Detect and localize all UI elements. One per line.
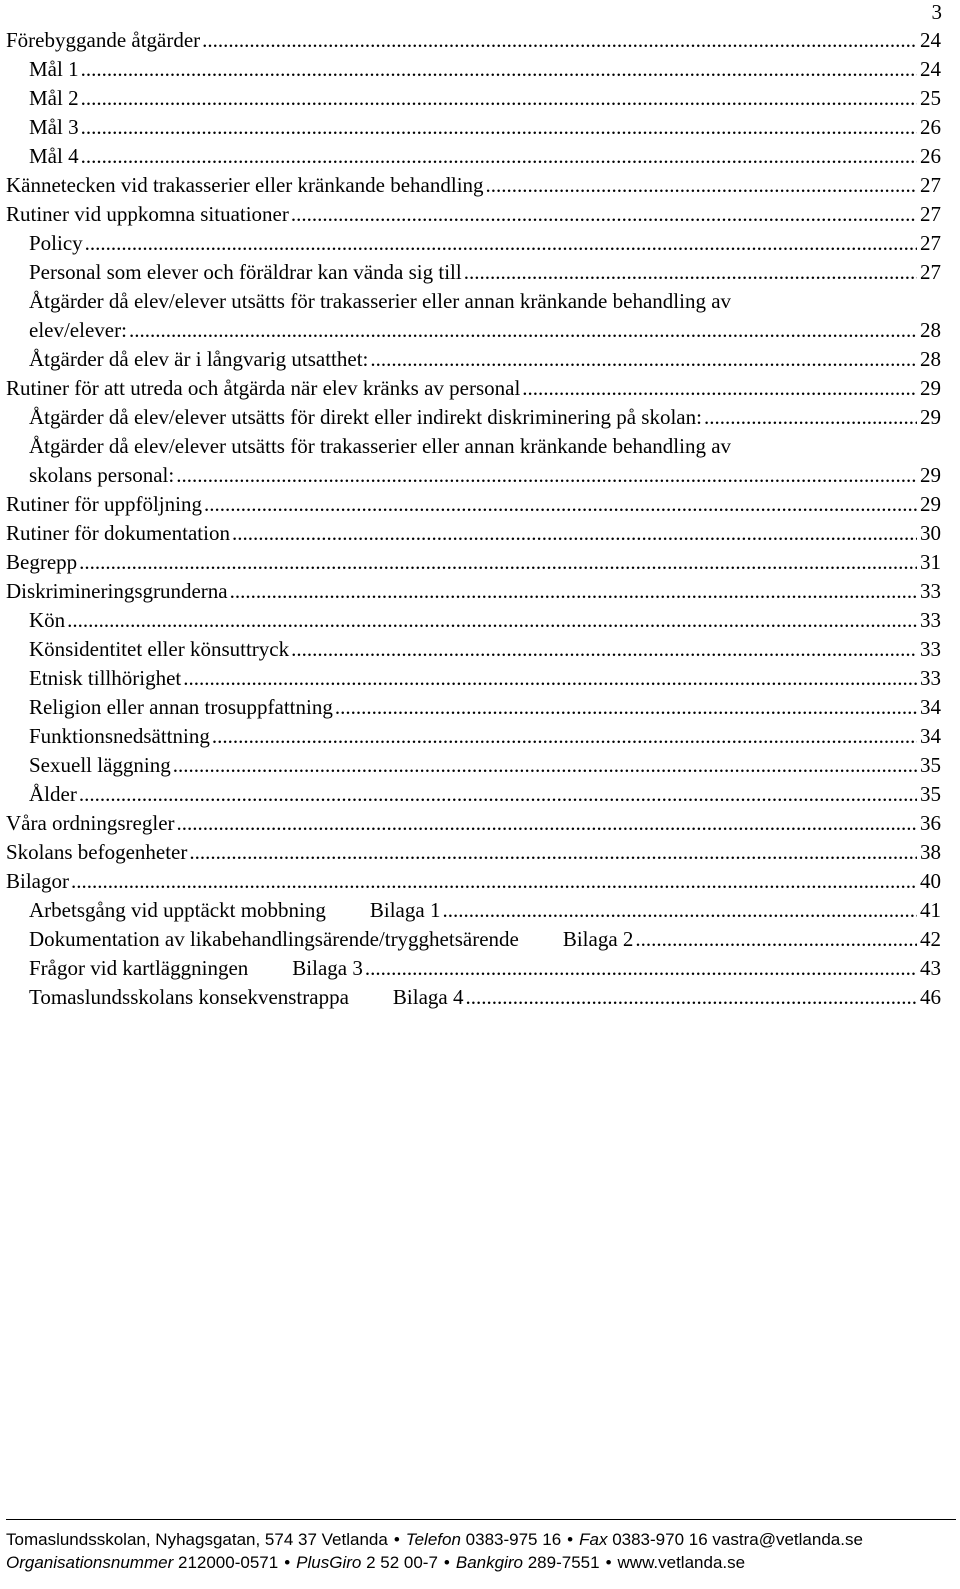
toc-entry-title — [6, 519, 230, 548]
toc-entry[interactable] — [6, 925, 941, 954]
toc-entry-text: Förebyggande åtgärder — [6, 28, 201, 52]
toc-entry-page: 34 — [920, 695, 941, 719]
footer-organization: Tomaslundsskolan, Nyhagsgatan, 574 37 Vetlanda — [6, 1530, 388, 1549]
toc-dot-leader — [81, 55, 917, 84]
toc-entry-text: Tomaslundsskolans konsekvenstrappa — [29, 985, 349, 1009]
toc-entry[interactable] — [6, 519, 941, 548]
toc-entry-page: 27 — [920, 231, 941, 255]
toc-entry-page: 24 — [920, 57, 941, 81]
toc-entry[interactable] — [6, 316, 941, 345]
toc-entry-page: 27 — [920, 202, 941, 226]
toc-entry-page: 42 — [920, 927, 941, 951]
toc-entry[interactable] — [6, 461, 941, 490]
toc-dot-leader — [465, 983, 917, 1012]
footer-orgnr: 212000-0571 — [177, 1553, 279, 1572]
toc-entry-title — [29, 896, 440, 925]
toc-entry[interactable] — [6, 838, 941, 867]
toc-entry-text: Religion eller annan trosuppfattning — [29, 695, 333, 719]
toc-dot-leader — [173, 751, 917, 780]
toc-entry-title — [6, 490, 202, 519]
page-number: 3 — [931, 0, 942, 24]
toc-entry-title — [29, 693, 333, 722]
toc-dot-leader — [189, 838, 917, 867]
toc-entry-text: Åtgärder då elev är i långvarig utsatthet: — [29, 347, 369, 371]
toc-dot-leader — [129, 316, 917, 345]
toc-entry-page: 29 — [920, 492, 941, 516]
footer-fax-label: Fax — [579, 1530, 608, 1549]
toc-entry[interactable] — [6, 664, 941, 693]
toc-dot-leader — [81, 84, 917, 113]
toc-entry[interactable] — [6, 751, 941, 780]
toc-entry[interactable] — [6, 577, 941, 606]
footer-bullet: • — [393, 1530, 400, 1549]
toc-entry-title: Åtgärder då elev/elever utsätts för trakasserier eller annan kränkande behandling av — [29, 434, 732, 458]
toc-entry[interactable] — [6, 867, 941, 896]
toc-entry-page: 28 — [920, 347, 941, 371]
toc-entry-page: 31 — [920, 550, 941, 574]
toc-dot-leader — [365, 954, 917, 983]
toc-entry-text: Mål 3 — [29, 115, 79, 139]
toc-dot-leader — [204, 490, 917, 519]
toc-entry[interactable] — [6, 896, 941, 925]
toc-entry-page: 30 — [920, 521, 941, 545]
toc-entry-title — [29, 258, 462, 287]
toc-entry-title — [29, 229, 83, 258]
toc-entry-page: 33 — [920, 666, 941, 690]
footer-bankgiro: 289-7551 — [527, 1553, 600, 1572]
toc-entry-page: 29 — [920, 405, 941, 429]
toc-dot-leader — [232, 519, 917, 548]
toc-entry-text: Könsidentitet eller könsuttryck — [29, 637, 290, 661]
toc-entry-text: Åtgärder då elev/elever utsätts för direkt eller indirekt diskriminering på skolan: — [29, 405, 702, 429]
toc-entry[interactable] — [6, 200, 941, 229]
toc-entry-text: Rutiner vid uppkomna situationer — [6, 202, 289, 226]
toc-entry[interactable] — [6, 722, 941, 751]
toc-entry-title — [29, 55, 79, 84]
toc-entry[interactable] — [6, 635, 941, 664]
toc-entry-page: 28 — [920, 318, 941, 342]
toc-entry[interactable] — [6, 55, 941, 84]
footer-bullet: • — [605, 1553, 612, 1572]
toc-entry-text: Kännetecken vid trakasserier eller kränkande behandling — [6, 173, 484, 197]
toc-entry-page: 38 — [920, 840, 941, 864]
toc-entry-title — [6, 171, 484, 200]
footer-orgnr-label: Organisationsnummer — [6, 1553, 174, 1572]
footer-fax: 0383-970 16 — [612, 1530, 708, 1549]
toc-entry-title — [29, 345, 368, 374]
toc-entry-text: Våra ordningsregler — [6, 811, 175, 835]
toc-dot-leader — [202, 26, 917, 55]
footer-plusgiro-label: PlusGiro — [296, 1553, 362, 1572]
toc-entry-page: 33 — [920, 579, 941, 603]
toc-entry-page: 40 — [920, 869, 941, 893]
toc-dot-leader — [212, 722, 917, 751]
toc-dot-leader — [71, 867, 917, 896]
footer-bullet: • — [284, 1553, 291, 1572]
toc-entry-page: 35 — [920, 753, 941, 777]
toc-entry-title — [29, 461, 174, 490]
toc-entry-page: 41 — [920, 898, 941, 922]
toc-dot-leader — [183, 664, 917, 693]
toc-entry-text: Mål 1 — [29, 57, 79, 81]
footer-plusgiro: 2 52 00-7 — [366, 1553, 438, 1572]
toc-entry-attachment-label: Bilaga 1 — [369, 898, 441, 922]
table-of-contents — [6, 26, 941, 1012]
toc-entry-text: Kön — [29, 608, 66, 632]
toc-entry-text: Bilagor — [6, 869, 69, 893]
toc-dot-leader — [230, 577, 917, 606]
footer-bullet: • — [567, 1530, 574, 1549]
toc-entry-text: Arbetsgång vid upptäckt mobbning — [29, 898, 326, 922]
toc-entry-page: 27 — [920, 173, 941, 197]
toc-entry-text: Frågor vid kartläggningen — [29, 956, 249, 980]
toc-entry[interactable] — [6, 693, 941, 722]
toc-dot-leader — [176, 461, 917, 490]
toc-dot-leader — [486, 171, 917, 200]
toc-dot-leader — [370, 345, 917, 374]
toc-entry-text: Rutiner för uppföljning — [6, 492, 202, 516]
footer-registry-line — [6, 1551, 956, 1574]
toc-entry-title — [29, 142, 79, 171]
toc-entry-title — [29, 722, 210, 751]
toc-dot-leader — [635, 925, 917, 954]
toc-entry-text: Skolans befogenheter — [6, 840, 188, 864]
toc-entry-title — [6, 374, 520, 403]
toc-dot-leader — [464, 258, 917, 287]
toc-entry-page: 36 — [920, 811, 941, 835]
toc-dot-leader — [704, 403, 917, 432]
footer-website: www.vetlanda.se — [617, 1553, 746, 1572]
toc-entry-text: skolans personal: — [29, 463, 175, 487]
toc-entry-text: Funktionsnedsättning — [29, 724, 210, 748]
toc-entry-title — [6, 809, 175, 838]
toc-entry-text: Rutiner för dokumentation — [6, 521, 230, 545]
toc-entry-text: Policy — [29, 231, 83, 255]
toc-entry-attachment-label: Bilaga 4 — [392, 985, 464, 1009]
toc-entry-attachment-label: Bilaga 2 — [562, 927, 634, 951]
toc-entry-title — [29, 635, 289, 664]
toc-entry-title — [29, 780, 77, 809]
toc-dot-leader — [335, 693, 917, 722]
toc-entry[interactable] — [6, 954, 941, 983]
toc-entry-page: 29 — [920, 376, 941, 400]
toc-entry[interactable] — [6, 606, 941, 635]
toc-entry-title — [29, 316, 127, 345]
toc-entry-text: Begrepp — [6, 550, 78, 574]
toc-entry-text: elev/elever: — [29, 318, 127, 342]
toc-entry[interactable] — [6, 113, 941, 142]
toc-entry-title — [6, 26, 200, 55]
footer-phone: 0383-975 16 — [465, 1530, 562, 1549]
toc-entry-text: Diskrimineringsgrunderna — [6, 579, 228, 603]
footer-bullet: • — [443, 1553, 450, 1572]
toc-entry[interactable] — [6, 258, 941, 287]
toc-entry[interactable] — [6, 403, 941, 432]
toc-dot-leader — [442, 896, 917, 925]
toc-entry[interactable] — [6, 780, 941, 809]
toc-entry[interactable] — [6, 548, 941, 577]
toc-entry-text: Ålder — [29, 782, 77, 806]
toc-entry[interactable] — [6, 490, 941, 519]
toc-entry-page: 26 — [920, 115, 941, 139]
toc-entry-title — [6, 548, 77, 577]
toc-entry-text: Dokumentation av likabehandlingsärende/trygghetsärende — [29, 927, 519, 951]
toc-entry-page: 35 — [920, 782, 941, 806]
footer-contact-line — [6, 1528, 956, 1551]
toc-entry-page: 27 — [920, 260, 941, 284]
toc-dot-leader — [85, 229, 917, 258]
footer-bankgiro-label: Bankgiro — [455, 1553, 523, 1572]
toc-entry-page: 33 — [920, 637, 941, 661]
toc-entry[interactable] — [6, 26, 941, 55]
toc-entry-title — [6, 838, 187, 867]
toc-dot-leader — [79, 548, 917, 577]
toc-dot-leader — [79, 780, 917, 809]
toc-dot-leader — [291, 635, 917, 664]
toc-entry-page: 46 — [920, 985, 941, 1009]
toc-entry-text: Etnisk tillhörighet — [29, 666, 182, 690]
footer-divider — [6, 1519, 956, 1520]
toc-entry-page: 25 — [920, 86, 941, 110]
toc-entry-title — [29, 983, 463, 1012]
toc-dot-leader — [177, 809, 917, 838]
toc-entry[interactable] — [6, 345, 941, 374]
toc-entry-text: Mål 4 — [29, 144, 79, 168]
toc-entry-title — [29, 664, 181, 693]
toc-entry-line — [6, 432, 941, 461]
toc-entry[interactable] — [6, 171, 941, 200]
toc-entry-title — [29, 751, 171, 780]
toc-entry-text: Personal som elever och föräldrar kan vända sig till — [29, 260, 462, 284]
toc-entry-title — [6, 577, 228, 606]
toc-entry-text: Mål 2 — [29, 86, 79, 110]
toc-entry[interactable] — [6, 229, 941, 258]
toc-entry[interactable] — [6, 374, 941, 403]
toc-entry[interactable] — [6, 983, 941, 1012]
toc-entry-title — [29, 84, 79, 113]
toc-entry-title — [29, 606, 65, 635]
page-footer — [6, 1519, 956, 1574]
toc-entry[interactable] — [6, 809, 941, 838]
toc-dot-leader — [81, 113, 917, 142]
toc-entry-title — [29, 954, 363, 983]
toc-entry-page: 29 — [920, 463, 941, 487]
toc-entry-title — [6, 200, 289, 229]
toc-dot-leader — [81, 142, 917, 171]
toc-entry-page: 43 — [920, 956, 941, 980]
toc-dot-leader — [522, 374, 917, 403]
toc-entry-line — [6, 287, 941, 316]
toc-entry-title — [29, 403, 702, 432]
footer-email: vastra@vetlanda.se — [712, 1530, 863, 1549]
toc-entry-title — [29, 113, 79, 142]
toc-entry-title — [6, 867, 69, 896]
toc-dot-leader — [291, 200, 917, 229]
toc-dot-leader — [67, 606, 917, 635]
toc-entry-page: 26 — [920, 144, 941, 168]
toc-entry-page: 33 — [920, 608, 941, 632]
toc-entry[interactable] — [6, 142, 941, 171]
toc-entry-title — [29, 925, 633, 954]
footer-phone-label: Telefon — [405, 1530, 461, 1549]
toc-entry-text: Sexuell läggning — [29, 753, 171, 777]
toc-entry-page: 24 — [920, 28, 941, 52]
toc-entry[interactable] — [6, 84, 941, 113]
toc-entry-title: Åtgärder då elev/elever utsätts för trakasserier eller annan kränkande behandling av — [29, 289, 732, 313]
toc-entry-page: 34 — [920, 724, 941, 748]
toc-entry-text: Rutiner för att utreda och åtgärda när elev kränks av personal — [6, 376, 521, 400]
toc-entry-attachment-label: Bilaga 3 — [292, 956, 363, 980]
